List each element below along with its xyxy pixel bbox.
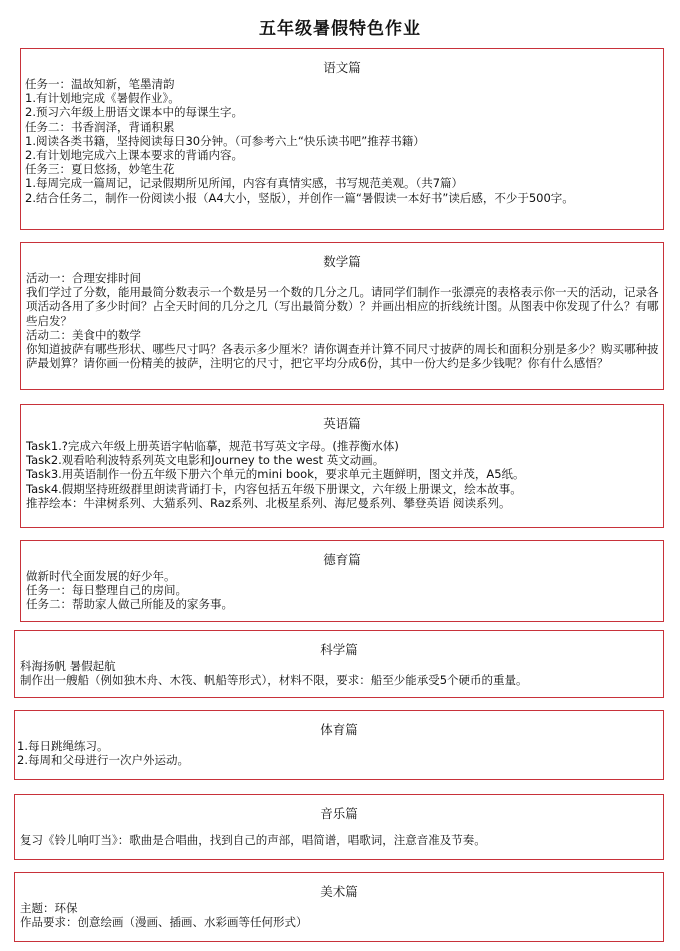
english-section [20, 404, 664, 528]
math-line: 活动二：美食中的数学 [26, 327, 141, 342]
music-line: 复习《铃儿响叮当》：歌曲是合唱曲，找到自己的声部，唱简谱，唱歌词，注意音准及节奏。 [20, 833, 486, 847]
chinese-section-body [21, 77, 663, 205]
art-section-body [15, 901, 663, 929]
math-section [20, 242, 664, 390]
moral-line: 做新时代全面发展的好少年。 [26, 569, 176, 583]
chinese-line: 1.每周完成一篇周记，记录假期所见所闻，内容有真情实感，书写规范美观。（共7篇） [25, 176, 464, 191]
english-section-title: 英语篇 [323, 416, 361, 431]
chinese-line: 任务三：夏日悠扬，妙笔生花 [25, 162, 175, 177]
math-line: 你知道披萨有哪些形状、哪些尺寸吗？各表示多少厘米？请你调查并计算不同尺寸披萨的周长和面积分别是多少？购买哪种披萨最划算？请你画一份精美的披萨，注明它的尺寸，把它平均分成6份，其中一份大约是多少钱呢？你有什么感悟？ [26, 342, 659, 371]
chinese-section-title: 语文篇 [323, 60, 361, 75]
moral-line: 任务一：每日整理自己的房间。 [26, 583, 187, 598]
english-section-body [21, 433, 663, 510]
moral-section-title: 德育篇 [323, 552, 361, 567]
science-line: 制作出一艘船（例如独木舟、木筏、帆船等形式），材料不限，要求：船至少能承受5个硬币的重量。 [20, 673, 528, 688]
art-section [14, 872, 664, 942]
english-line: 推荐绘本：牛津树系列、大猫系列、Raz系列、北极星系列、海尼曼系列、攀登英语 阅读系列。 [26, 495, 511, 510]
math-line: 我们学过了分数，能用最简分数表示一个数是另一个数的几分之几。请同学们制作一张漂亮的表格表示你一天的活动，记录各项活动各用了多少时间？占全天时间的几分之几（写出最简分数）？并画出相应的折线统计图。从图表中你发现了什么？有哪些启发？ [26, 285, 659, 328]
pe-section [14, 710, 664, 780]
chinese-line: 2.结合任务二，制作一份阅读小报（A4大小，竖版），并创作一篇“暑假读一本好书”读后感，不少于500字。 [25, 190, 574, 205]
chinese-line: 2.预习六年级上册语文课本中的每课生字。 [25, 105, 243, 120]
english-line: Task3.用英语制作一份五年级下册六个单元的mini book，要求单元主题鲜明，图文并茂，A5纸。 [26, 467, 525, 482]
moral-section [20, 540, 664, 622]
music-section-body [15, 823, 663, 847]
moral-line: 任务二：帮助家人做己所能及的家务事。 [26, 597, 233, 612]
art-line: 主题：环保 [20, 901, 78, 915]
math-section-body [21, 271, 663, 370]
science-section-body [15, 659, 663, 687]
chinese-line: 2.有计划地完成六上课本要求的背诵内容。 [25, 148, 243, 163]
math-section-title: 数学篇 [323, 254, 361, 269]
moral-section-body [21, 569, 663, 612]
english-line: Task4.假期坚持班级群里朗读背诵打卡，内容包括五年级下册课文，六年级上册课文，绘本故事。 [26, 481, 522, 496]
pe-line: 2.每周和父母进行一次户外运动。 [17, 753, 189, 768]
pe-section-title: 体育篇 [320, 722, 358, 737]
page-title: 五年级暑假特色作业 [259, 19, 421, 39]
art-line: 作品要求：创意绘画（漫画、插画、水彩画等任何形式） [20, 915, 308, 930]
english-line: Task1.?完成六年级上册英语字帖临摹，规范书写英文字母。(推荐衡水体) [26, 439, 399, 453]
chinese-line: 任务二：书香润泽，背诵积累 [25, 119, 175, 134]
math-line: 活动一：合理安排时间 [26, 271, 141, 285]
music-section-title: 音乐篇 [320, 806, 358, 821]
science-section [14, 630, 664, 698]
chinese-section [20, 48, 664, 230]
chinese-line: 1.阅读各类书籍，坚持阅读每日30分钟。（可参考六上“快乐读书吧”推荐书籍） [25, 133, 425, 148]
chinese-line: 任务一：温故知新，笔墨清韵 [25, 77, 175, 91]
pe-section-body [15, 739, 663, 767]
art-section-title: 美术篇 [320, 884, 358, 899]
music-section [14, 794, 664, 860]
science-section-title: 科学篇 [320, 642, 358, 657]
pe-line: 1.每日跳绳练习。 [17, 739, 109, 753]
chinese-line: 1.有计划地完成《暑假作业》。 [25, 91, 180, 106]
english-line: Task2.观看哈利波特系列英文电影和Journey to the west 英文动画。 [26, 453, 385, 468]
science-line: 科海扬帆 暑假起航 [20, 659, 116, 673]
